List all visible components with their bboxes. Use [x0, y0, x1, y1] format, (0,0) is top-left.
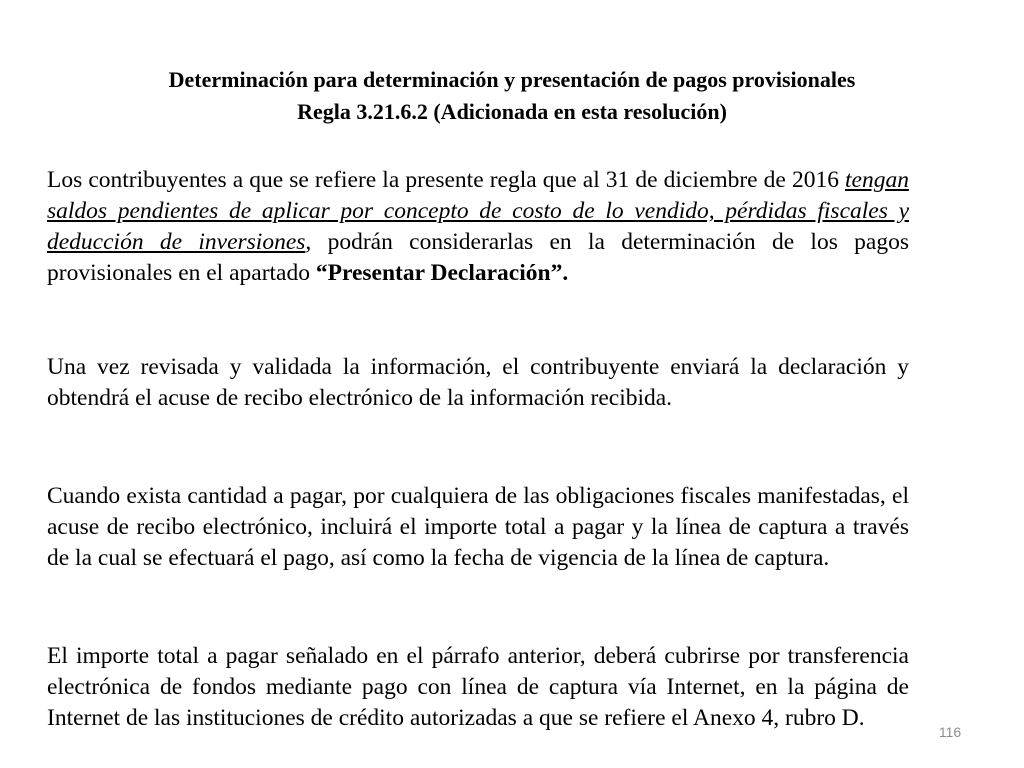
paragraph-1-text-a: Los contribuyentes a que se refiere la presente regla que al 31 de diciembre de 2016 [47, 167, 846, 193]
paragraph-1-emphasis: tengan saldos pendientes de aplicar por concepto de costo de lo vendido, pérdidas fiscales y deducción de inversiones [47, 167, 909, 255]
slide-title [40, 64, 984, 95]
page-number: 116 [938, 724, 962, 740]
paragraph-1 [47, 165, 909, 289]
paragraph-3: Cuando exista cantidad a pagar, por cualquiera de las obligaciones fiscales manifestadas, el acuse de recibo electrónico, incluirá el importe total a pagar y la línea de captura a través de la cual se efectuará el pago, así como la fecha de vigencia de la línea de captura. [47, 483, 909, 571]
paragraph-4: El importe total a pagar señalado en el párrafo anterior, deberá cubrirse por transferencia electrónica de fondos mediante pago con línea de captura vía Internet, en la página de Internet de las instituciones de crédito autorizadas a que se refiere el Anexo 4, rubro D. [47, 643, 909, 731]
paragraph-1-text-b: , podrán considerarlas en la determinación de los pagos provisionales en el apartado [47, 229, 909, 286]
title-line-2: Regla 3.21.6.2 (Adicionada en esta resolución) [297, 99, 727, 124]
slide-subtitle [40, 96, 984, 127]
paragraph-2: Una vez revisada y validada la información, el contribuyente enviará la declaración y obtendrá el acuse de recibo electrónico de la información recibida. [47, 354, 909, 411]
paragraph-1-bold: “Presentar Declaración”. [315, 260, 569, 286]
title-line-1: Determinación para determinación y presentación de pagos provisionales [168, 67, 856, 92]
